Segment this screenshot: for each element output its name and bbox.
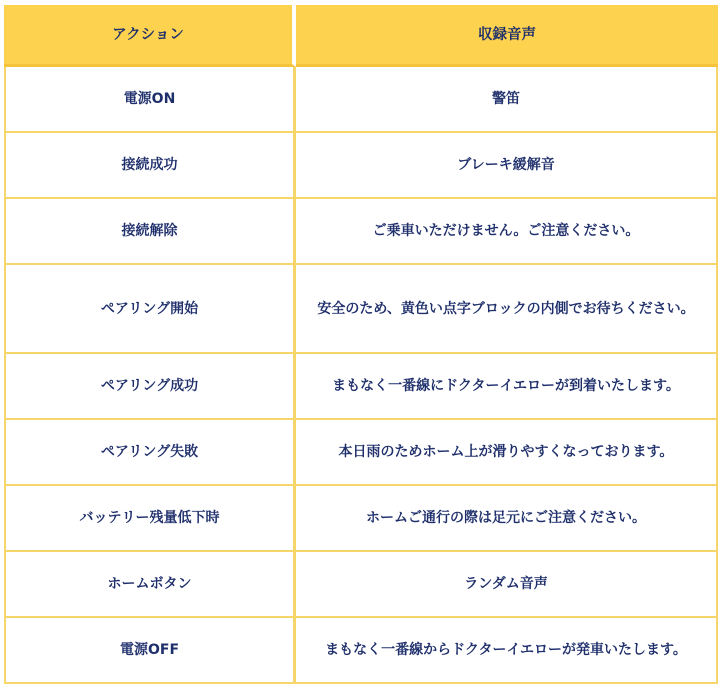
audio-cell: まもなく一番線にドクターイエローが到着いたします。 bbox=[296, 354, 718, 420]
action-audio-table bbox=[4, 5, 718, 684]
audio-cell: 安全のため、黄色い点字ブロックの内側でお待ちください。 bbox=[296, 265, 718, 354]
action-cell: バッテリー残量低下時 bbox=[4, 486, 296, 552]
action-cell: ペアリング開始 bbox=[4, 265, 296, 354]
action-cell: 接続解除 bbox=[4, 199, 296, 265]
table-row bbox=[4, 486, 718, 552]
table-body bbox=[4, 67, 718, 684]
audio-cell: 本日雨のためホーム上が滑りやすくなっております。 bbox=[296, 420, 718, 486]
audio-cell: 警笛 bbox=[296, 67, 718, 133]
header-row bbox=[4, 5, 718, 67]
audio-cell: ランダム音声 bbox=[296, 552, 718, 618]
table-row bbox=[4, 265, 718, 354]
action-cell: 電源ON bbox=[4, 67, 296, 133]
audio-cell: ホームご通行の際は足元にご注意ください。 bbox=[296, 486, 718, 552]
action-cell: 電源OFF bbox=[4, 618, 296, 684]
action-cell: ホームボタン bbox=[4, 552, 296, 618]
table-row bbox=[4, 552, 718, 618]
audio-cell: ブレーキ緩解音 bbox=[296, 133, 718, 199]
audio-cell: まもなく一番線からドクターイエローが発車いたします。 bbox=[296, 618, 718, 684]
table-row bbox=[4, 618, 718, 684]
table-row bbox=[4, 133, 718, 199]
header-action: アクション bbox=[4, 5, 296, 67]
audio-cell: ご乗車いただけません。ご注意ください。 bbox=[296, 199, 718, 265]
table-row bbox=[4, 420, 718, 486]
action-cell: 接続成功 bbox=[4, 133, 296, 199]
table-row bbox=[4, 354, 718, 420]
table-row bbox=[4, 67, 718, 133]
action-cell: ペアリング成功 bbox=[4, 354, 296, 420]
table-row bbox=[4, 199, 718, 265]
action-cell: ペアリング失敗 bbox=[4, 420, 296, 486]
header-audio: 収録音声 bbox=[296, 5, 718, 67]
table-header bbox=[4, 5, 718, 67]
